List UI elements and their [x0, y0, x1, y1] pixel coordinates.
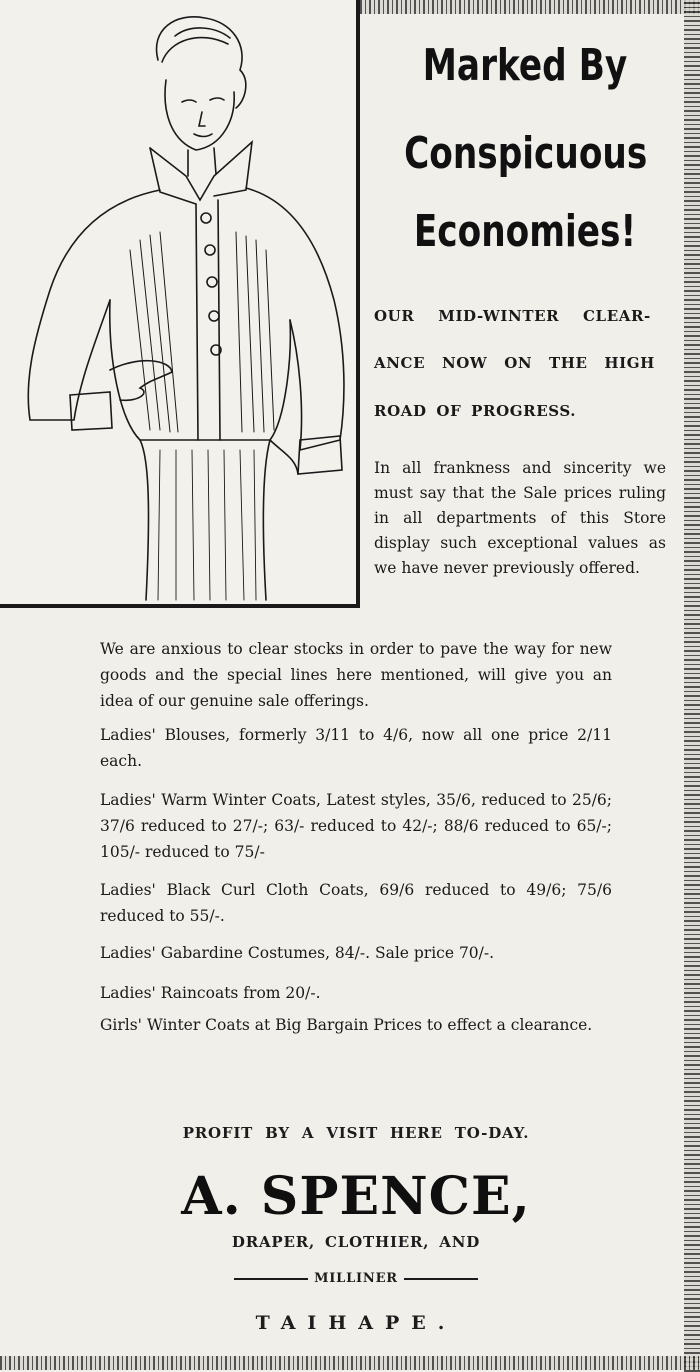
rule-right	[404, 1278, 478, 1280]
item-ladies-blouses: Ladies' Blouses, formerly 3/11 to 4/6, now all one price 2/11 each.	[100, 726, 612, 770]
headline-line-2: Conspicuous	[404, 128, 648, 179]
subhead-line-2: ANCE NOW ON THE HIGH	[374, 354, 655, 372]
call-to-action: PROFIT BY A VISIT HERE TO-DAY.	[182, 1124, 530, 1142]
decorative-border-top	[360, 0, 700, 14]
business-name: A. SPENCE,	[181, 1166, 531, 1227]
town-name: TAIHAPE.	[255, 1312, 457, 1334]
trade-line: DRAPER, CLOTHIER, AND	[231, 1233, 481, 1251]
headline-line-1: Marked By	[422, 40, 628, 91]
paragraph-anxious-to-clear: We are anxious to clear stocks in order to pave the way for new goods and the special lines here mentioned, will give you an idea of our genuine sale offerings.	[100, 640, 612, 710]
intro-paragraph: In all frankness and sincerity we must say that the Sale prices ruling in all departments of this Store display such exceptional values as we have never previously offered.	[374, 459, 666, 577]
decorative-border-bottom	[0, 1356, 700, 1370]
milliner-text: MILLINER	[314, 1271, 398, 1286]
blouse-illustration	[0, 0, 360, 608]
rule-left	[234, 1278, 308, 1280]
decorative-border-right	[684, 0, 700, 1372]
subhead-line-1: OUR MID-WINTER CLEAR-	[374, 307, 651, 325]
item-girls-winter-coats: Girls' Winter Coats at Big Bargain Prices to effect a clearance.	[100, 1016, 593, 1034]
trade-line-milliner	[100, 1271, 612, 1286]
subhead-line-3: ROAD OF PROGRESS.	[374, 402, 577, 420]
item-ladies-gabardine-costumes: Ladies' Gabardine Costumes, 84/-. Sale price 70/-.	[100, 944, 495, 962]
headline-line-3: Economies!	[413, 206, 637, 257]
woman-in-blouse-drawing	[0, 0, 356, 604]
item-ladies-winter-coats: Ladies' Warm Winter Coats, Latest styles, 35/6, reduced to 25/6; 37/6 reduced to 27/-; 63/- reduced to 42/-; 88/6 reduced to 65/-; 105/- reduced to 75/-	[100, 791, 612, 861]
item-ladies-raincoats: Ladies' Raincoats from 20/-.	[100, 984, 321, 1002]
item-ladies-curl-cloth-coats: Ladies' Black Curl Cloth Coats, 69/6 reduced to 49/6; 75/6 reduced to 55/-.	[100, 881, 612, 925]
